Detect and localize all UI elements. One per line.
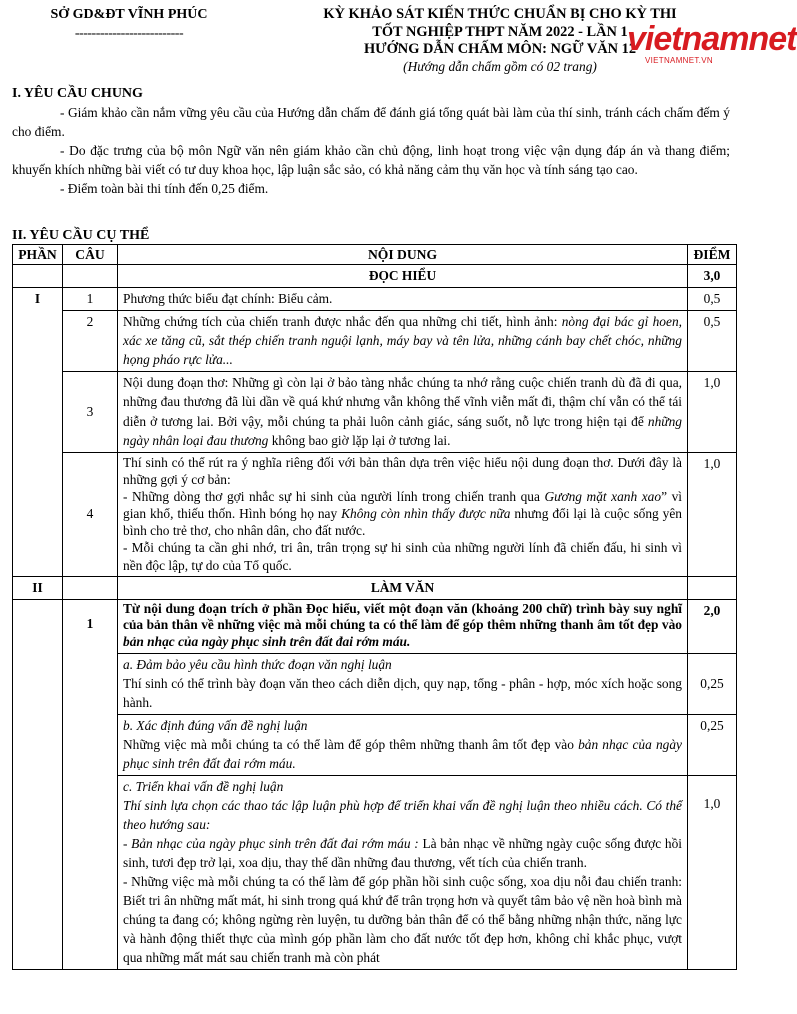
bullet-text: - Những dòng thơ gợi nhắc sự hi sinh của người lính trong chiến tranh qua [123, 488, 540, 504]
writing-title: LÀM VĂN [118, 576, 688, 599]
table-row [13, 372, 737, 452]
answer-text: Nội dung đoạn thơ: Những gì còn lại ở bảo tàng nhắc chúng ta nhớ rằng cuộc chiến tranh dù đã đi qua, những đau thương đã lùi dần về quá khứ nhưng vẫn không thể vĩnh viễn mất đi, thậm chí vẫn có thể tái diễn ở tương lai. Bởi vậy, mỗi chúng ta phải luôn cảnh giác, sáng suốt, nỗ lực trong hiện tại để [123, 375, 682, 429]
reading-score: 3,0 [688, 265, 737, 288]
general-requirement-2: - Do đặc trưng của bộ môn Ngữ văn nên giám khảo cần chủ động, linh hoạt trong việc vận dụng đáp án và thang điểm; khuyến khích những bài viết có tư duy khoa học, lập luận sắc sảo, có khả năng cảm thụ văn học và tính sáng tạo cao. [12, 143, 730, 178]
general-requirement-1: - Giám khảo cần nắm vững yêu cầu của Hướng dẫn chấm để đánh giá tổng quát bài làm của thí sinh, tránh cách chấm đếm ý cho điểm. [12, 105, 730, 140]
grading-table [12, 244, 737, 970]
answer-content [118, 452, 688, 576]
question-number: 2 [63, 311, 118, 372]
answer-bullet [123, 488, 682, 539]
header-content: NỘI DUNG [118, 245, 688, 265]
answer-text: Những chứng tích của chiến tranh được nhắc đến qua những chi tiết, hình ảnh: [123, 314, 558, 330]
part-reading: I [13, 288, 63, 576]
answer-content: Phương thức biểu đạt chính: Biểu cảm. [118, 288, 688, 311]
answer-bullet: - Mỗi chúng ta cần ghi nhớ, tri ân, trân trọng sự hi sinh của những người lính đã chiến đấu, hi sinh vì nền độc lập, tự do của Tổ quốc. [123, 540, 682, 573]
exam-title-line3: HƯỚNG DẪN CHẤM MÔN: NGỮ VĂN 12 [363, 41, 637, 58]
bullet-italic: Gương mặt xanh xao [544, 488, 662, 504]
prompt-score: 2,0 [688, 599, 737, 653]
table-row [13, 715, 737, 776]
bullet-text: ” vì gian khổ, thiếu thốn. Hình bóng họ nay [123, 488, 682, 522]
reading-title-row [13, 265, 737, 288]
prompt-italic: bản nhạc của ngày phục sinh trên đất đai rớm máu. [123, 634, 411, 650]
bullet-italic: Không còn nhìn thấy được nữa [341, 506, 511, 522]
criterion-text [123, 735, 682, 773]
header-part: PHẦN [13, 245, 63, 265]
criterion-score: 0,25 [688, 653, 737, 714]
header-left [24, 6, 234, 44]
criterion-title: b. Xác định đúng vấn đề nghị luận [123, 718, 308, 734]
table-row [13, 288, 737, 311]
section-2-title: II. YÊU CẦU CỤ THỂ [12, 228, 150, 243]
header-question: CÂU [63, 245, 118, 265]
table-row [13, 452, 737, 576]
table-row [13, 653, 737, 714]
criterion-text: Thí sinh có thể trình bày đoạn văn theo cách diễn dịch, quy nạp, tổng - phân - hợp, móc xích hoặc song hành. [123, 675, 682, 711]
criterion-score: 0,25 [688, 715, 737, 776]
part-writing: II [13, 576, 63, 599]
general-requirement-3: - Điểm toàn bài thi tính đến 0,25 điểm. [60, 181, 269, 197]
answer-content [118, 372, 688, 452]
answer-content [118, 311, 688, 372]
question-number: 1 [63, 288, 118, 311]
criterion-b [118, 715, 688, 776]
reading-title: ĐỌC HIỂU [118, 265, 688, 288]
writing-title-row [13, 576, 737, 599]
watermark-brand: vietnamnet [627, 20, 797, 58]
exam-title-line2: TỐT NGHIỆP THPT NĂM 2022 - LẦN 1 [372, 23, 628, 40]
answer-score: 1,0 [688, 372, 737, 452]
question-number: 3 [63, 372, 118, 452]
header-score: ĐIỂM [688, 245, 737, 265]
answer-intro: Thí sinh có thể rút ra ý nghĩa riêng đối với bản thân dựa trên việc hiểu nội dung đoạn thơ. Dưới đây là những gợi ý cơ bản: [123, 454, 682, 487]
answer-score: 0,5 [688, 311, 737, 372]
watermark-url: VIETNAMNET.VN [645, 56, 713, 65]
answer-score: 1,0 [688, 452, 737, 576]
exam-title-line1: KỲ KHẢO SÁT KIẾN THỨC CHUẨN BỊ CHO KỲ THI [323, 6, 677, 22]
criterion-point [123, 834, 682, 872]
point-italic: - Bản nhạc của ngày phục sinh trên đất đai rớm máu : [123, 836, 419, 852]
question-number: 4 [63, 452, 118, 576]
criterion-point: - Những việc mà mỗi chúng ta có thể làm để góp phần hồi sinh cuộc sống, xoa dịu nỗi đau chiến tranh: Biết tri ân những mất mát, hi sinh trong quá khứ để trân trọng hơn và quyết tâm bảo vệ nền hoà bình mà chúng ta đang có; không ngừng rèn luyện, tu dưỡng bản thân để có thể bằng những nhận thức, năng lực và hành động thiết thực của mình góp phần làm cho đất nước tốt đẹp hơn, không chỉ khắc phục, vượt qua những mất mát sau chiến tranh mà còn phát [123, 874, 682, 966]
criterion-intro: Thí sinh lựa chọn các thao tác lập luận phù hợp để triển khai vấn đề nghị luận theo nhiều cách. Có thể theo hướng sau: [123, 798, 682, 833]
answer-italic: những ngày nhân loại đau thương [123, 413, 682, 448]
writing-prompt [118, 599, 688, 653]
criterion-a [118, 653, 688, 714]
org-name: SỞ GD&ĐT VĨNH PHÚC [50, 7, 208, 22]
criterion-score: 1,0 [688, 776, 737, 970]
answer-italic: nòng đại bác gỉ hoen, xác xe tăng cũ, sắt thép chiến tranh nguội lạnh, máy bay và tên lửa, những cánh bay chết chóc, những họng pháo rực lửa... [123, 314, 682, 368]
org-underline: -------------------------- [74, 25, 184, 41]
watermark-logo [627, 20, 797, 66]
answer-score: 0,5 [688, 288, 737, 311]
answer-text: không bao giờ lặp lại ở tương lai. [271, 432, 451, 448]
point-text: Là bản nhạc về những ngày cuộc sống được hồi sinh, tươi đẹp trở lại, xoa dịu, thay thế dần những đau thương, vết tích của chiến tranh. [123, 836, 682, 871]
exam-subtitle: (Hướng dẫn chấm gồm có 02 trang) [403, 58, 597, 74]
criterion-italic: bản nhạc của ngày phục sinh trên đất đai rớm máu. [123, 737, 682, 772]
table-row [13, 776, 737, 970]
bullet-text: nhưng đổi lại là cuộc sống yên bình cho trẻ thơ, cho nhân dân, cho đất nước. [123, 506, 683, 539]
section-1-body [12, 103, 730, 198]
criterion-title: c. Triển khai vấn đề nghị luận [123, 779, 284, 795]
prompt-text: Từ nội dung đoạn trích ở phần Đọc hiểu, viết một đoạn văn (khoảng 200 chữ) trình bày suy nghĩ của bản thân về những việc mà mỗi chúng ta có thể làm để góp thêm những thanh âm tốt đẹp vào [123, 600, 682, 633]
criterion-title: a. Đảm bảo yêu cầu hình thức đoạn văn nghị luận [123, 656, 392, 672]
table-row [13, 599, 737, 653]
table-header-row [13, 245, 737, 265]
section-1-title: I. YÊU CẦU CHUNG [12, 86, 143, 101]
table-row [13, 311, 737, 372]
question-number: 1 [63, 599, 118, 970]
criterion-plain: Những việc mà mỗi chúng ta có thể làm để góp thêm những thanh âm tốt đẹp vào [123, 737, 574, 753]
criterion-c [118, 776, 688, 970]
